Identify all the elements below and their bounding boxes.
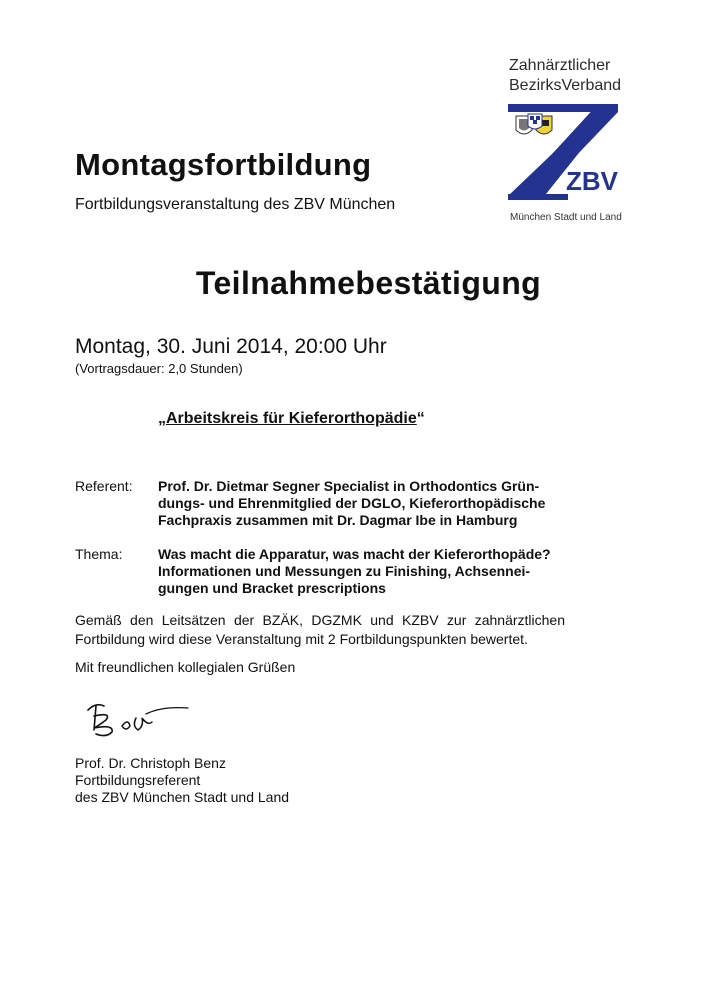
signer-organization: des ZBV München Stadt und Land	[75, 789, 290, 805]
page-subtitle: Fortbildungsveranstaltung des ZBV München	[75, 196, 396, 213]
speaker-line: dungs- und Ehrenmitglied der DGLO, Kieferorthopädische	[158, 495, 546, 511]
topic-line: Informationen und Messungen zu Finishing, Achsennei-	[158, 563, 531, 579]
close-quote: “	[416, 410, 425, 427]
speaker-line: Prof. Dr. Dietmar Segner Specialist in Orthodontics Grün-	[158, 478, 540, 494]
closing-greeting: Mit freundlichen kollegialen Grüßen	[75, 659, 296, 675]
handwritten-signature	[82, 696, 192, 746]
logo-line-2: BezirksVerband	[509, 77, 622, 94]
logo-organization-name	[509, 56, 621, 96]
topic-line: Was macht die Apparatur, was macht der Kieferorthopäde?	[158, 546, 551, 562]
event-date: Montag, 30. Juni 2014, 20:00 Uhr	[75, 335, 387, 358]
speaker-line: Fachpraxis zusammen mit Dr. Dagmar Ibe in Hamburg	[158, 512, 518, 528]
topic-label: Thema:	[75, 546, 123, 562]
zbv-logo-icon	[508, 104, 618, 204]
speaker-label: Referent:	[75, 478, 133, 494]
topic-description	[158, 546, 578, 597]
credit-note: Gemäß den Leitsätzen der BZÄK, DGZMK und KZBV zur zahnärztlichen Fortbildung wird diese Veranstaltung mit 2 Fortbildungspunkten bewertet.	[75, 612, 565, 647]
logo-mark-text: ZBV	[566, 166, 618, 196]
logo-subline: München Stadt und Land	[510, 212, 622, 223]
document-title: Teilnahmebestätigung	[195, 265, 542, 301]
signer-block	[75, 755, 289, 806]
speaker-description	[158, 478, 578, 529]
logo-line-1: Zahnärztlicher	[509, 57, 611, 74]
page-title: Montagsfortbildung	[75, 147, 372, 182]
open-quote: „	[158, 410, 166, 427]
topic-line: gungen und Bracket prescriptions	[158, 580, 386, 596]
event-name	[158, 410, 425, 428]
signer-name: Prof. Dr. Christoph Benz	[75, 755, 226, 771]
signer-role: Fortbildungsreferent	[75, 772, 201, 788]
event-duration: (Vortragsdauer: 2,0 Stunden)	[75, 361, 243, 376]
event-name-text: Arbeitskreis für Kieferorthopädie	[166, 410, 417, 427]
